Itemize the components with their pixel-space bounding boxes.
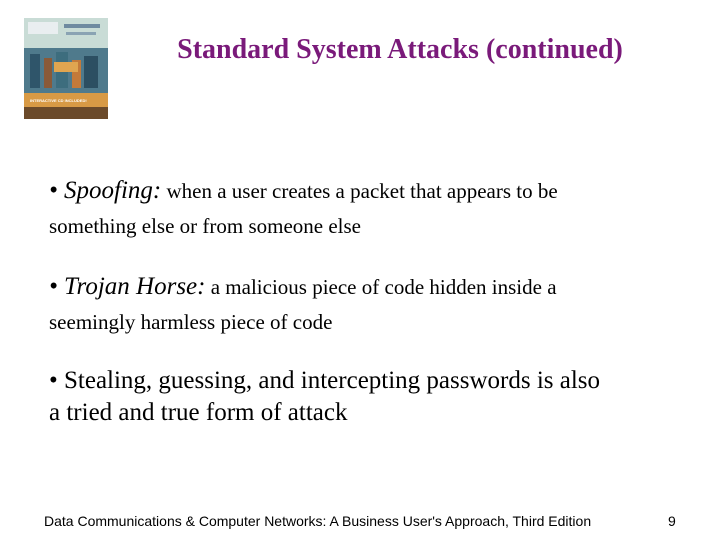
book-cover-image (24, 18, 108, 119)
bullet-term: Spoofing: (64, 177, 162, 204)
bullet-line-2: something else or from someone else (49, 214, 362, 238)
bullet-line (49, 270, 689, 307)
footer-text: Data Communications & Computer Networks: A Business User's Approach, Third Edition (44, 513, 592, 529)
cover-banner-text: INTERACTIVE CD INCLUDED! (30, 98, 87, 103)
bullet-description: a malicious piece of code hidden inside a (205, 275, 557, 299)
bullet-line: • Stealing, guessing, and intercepting passwords is also (49, 367, 601, 394)
page-number: 9 (668, 513, 676, 529)
bullet-marker: • (49, 177, 65, 204)
slide-title: Standard System Attacks (continued) (177, 34, 623, 65)
bullet-marker: • (49, 273, 65, 300)
bullet-spoofing (49, 174, 689, 241)
bullet-description: when a user creates a packet that appears to be (161, 179, 558, 203)
bullet-line-2: seemingly harmless piece of code (49, 310, 333, 334)
bullet-trojan-horse (49, 270, 689, 337)
bullet-passwords (49, 365, 689, 429)
bullet-line (49, 174, 689, 211)
bullet-term: Trojan Horse: (64, 273, 206, 300)
bullet-line-2: a tried and true form of attack (49, 399, 348, 426)
